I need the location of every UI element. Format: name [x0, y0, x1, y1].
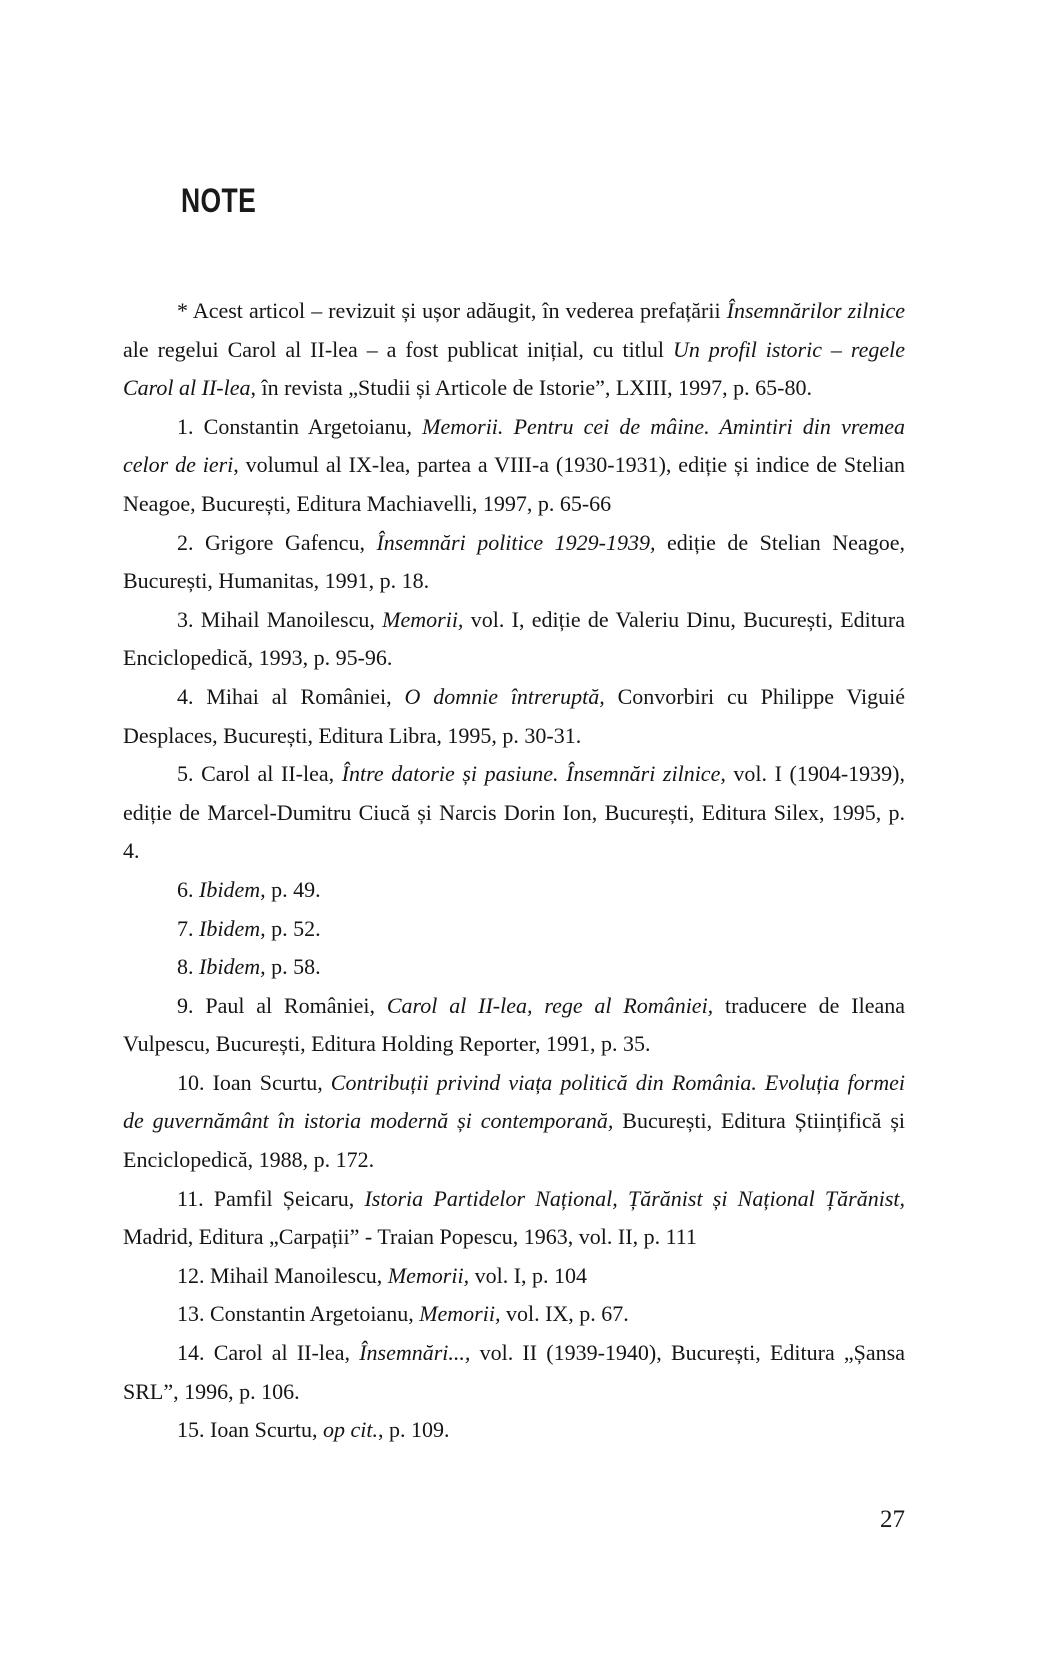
page-heading: NOTE — [181, 182, 257, 220]
note-paragraph: 7. Ibidem, p. 52. — [177, 915, 321, 941]
note-paragraph: 10. Ioan Scurtu, Contribuții privind viața politică din România. Evoluția formei de guvernământ în istoria modernă și contemporană, București, Editura Științifică și Enciclopedică, 1988, p. 172. — [123, 1069, 905, 1173]
italic-title: Ibidem, — [199, 915, 266, 941]
italic-title: Memorii, — [382, 606, 464, 632]
note-paragraph: * Acest articol – revizuit și ușor adăugit, în vederea prefațării Însemnărilor zilnice ale regelui Carol al II-lea – a fost publicat inițial, cu titlul Un profil istoric – regele Carol al II-lea, în revista „Studii și Articole de Istorie”, LXIII, 1997, p. 65-80. — [123, 298, 905, 401]
italic-title: Memorii, — [419, 1301, 501, 1327]
note-paragraph: 3. Mihail Manoilescu, Memorii, vol. I, ediție de Valeriu Dinu, București, Editura Enciclopedică, 1993, p. 95-96. — [123, 606, 905, 671]
note-paragraph: 12. Mihail Manoilescu, Memorii, vol. I, p. 104 — [177, 1262, 588, 1288]
note-paragraph: 1. Constantin Argetoianu, Memorii. Pentru cei de mâine. Amintiri din vremea celor de ieri, volumul al IX-lea, partea a VIII-a (1930-1931), ediție și indice de Stelian Neagoe, București, Editura Machiavelli, 1997, p. 65-66 — [123, 413, 905, 516]
italic-title: Istoria Partidelor Național, Țărănist și Național Țărănist, — [364, 1185, 905, 1211]
note-paragraph: 2. Grigore Gafencu, Însemnări politice 1929-1939, ediție de Stelian Neagoe, București, Humanitas, 1991, p. 18. — [123, 529, 905, 594]
italic-title: O domnie întreruptă, — [404, 683, 605, 709]
note-paragraph: 15. Ioan Scurtu, op cit., p. 109. — [177, 1417, 450, 1443]
note-paragraph: 14. Carol al II-lea, Însemnări..., vol. II (1939-1940), București, Editura „Șansa SRL”, 1996, p. 106. — [123, 1340, 906, 1404]
italic-title: Memorii. Pentru cei de mâine. Amintiri din vremea celor de ieri — [123, 413, 905, 478]
note-paragraph: 8. Ibidem, p. 58. — [177, 954, 321, 980]
italic-title: Contribuții privind viața politică din România. Evoluția formei de guvernământ în istoria modernă și contemporană, — [123, 1069, 905, 1134]
italic-title: Însemnărilor zilnice — [726, 298, 905, 323]
note-paragraph: 5. Carol al II-lea, Între datorie și pasiune. Însemnări zilnice, vol. I (1904-1939), ediție de Marcel-Dumitru Ciucă și Narcis Dorin Ion, București, Editura Silex, 1995, p. 4. — [123, 761, 905, 864]
italic-title: Memorii, — [387, 1262, 470, 1288]
italic-title: Între datorie și pasiune. Însemnări zilnice, — [341, 761, 726, 787]
note-paragraph: 11. Pamfil Șeicaru, Istoria Partidelor Național, Țărănist și Național Țărănist, Madrid, Editura „Carpații” - Traian Popescu, 1963, vol. II, p. 111 — [123, 1185, 905, 1250]
note-paragraph: 4. Mihai al României, O domnie întreruptă, Convorbiri cu Philippe Viguié Desplaces, București, Editura Libra, 1995, p. 30-31. — [123, 683, 906, 748]
italic-title: Carol al II-lea, rege al României, — [386, 992, 714, 1018]
note-paragraph: 13. Constantin Argetoianu, Memorii, vol. IX, p. 67. — [177, 1301, 629, 1327]
note-paragraph: 6. Ibidem, p. 49. — [177, 876, 321, 902]
italic-title: Ibidem, — [199, 876, 266, 902]
notes-section — [123, 292, 905, 1450]
italic-title: op cit. — [323, 1417, 379, 1443]
italic-title: Însemnări..., — [359, 1340, 471, 1366]
page-number: 27 — [880, 1506, 905, 1533]
italic-title: Ibidem, — [199, 954, 266, 980]
italic-title: Însemnări politice 1929-1939, — [376, 529, 656, 555]
note-paragraph: 9. Paul al României, Carol al II-lea, rege al României, traducere de Ileana Vulpescu, București, Editura Holding Reporter, 1991, p. 35. — [123, 992, 905, 1057]
italic-title: Un profil istoric – regele Carol al II-lea — [123, 336, 905, 401]
